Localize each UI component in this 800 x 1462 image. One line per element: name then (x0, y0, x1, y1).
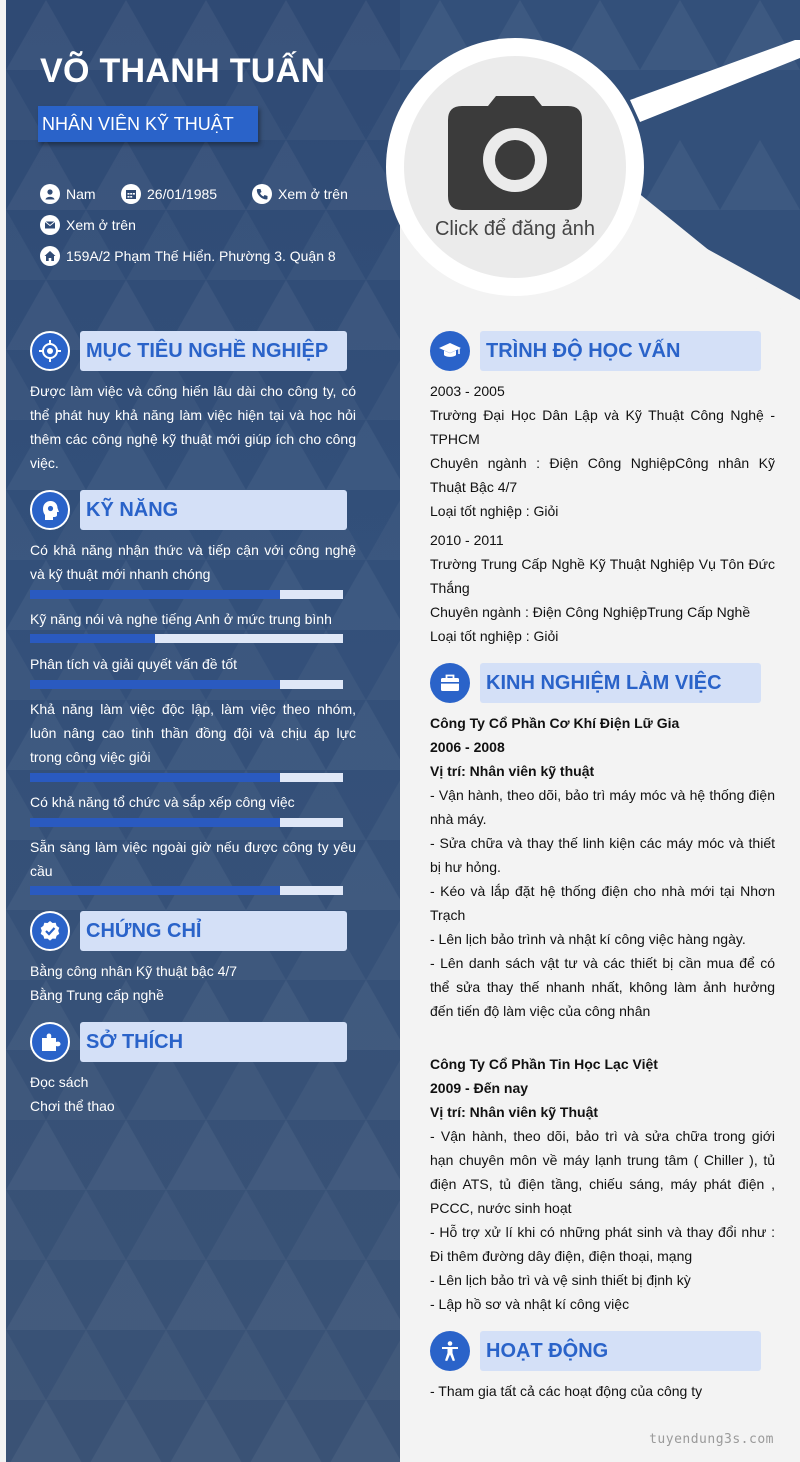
person-icon (430, 1331, 470, 1371)
email-icon (40, 215, 60, 235)
dob-info (121, 183, 217, 205)
hobby-item: Chơi thể thao (30, 1098, 115, 1114)
education-major: Chuyên ngành : Điện Công NghiệpCông nhân Kỹ Thuật Bậc 4/7 (430, 455, 775, 495)
activities-title: HOẠT ĐỘNG (486, 1340, 609, 1362)
certificate-item: Bằng công nhân Kỹ thuật bậc 4/7 (30, 963, 238, 979)
skill-level-fill (30, 773, 280, 782)
activities-header (430, 1331, 761, 1371)
candidate-name: VÕ THANH TUẤN (40, 52, 326, 90)
hobbies-title: SỞ THÍCH (86, 1031, 184, 1053)
badge-check-icon (30, 911, 70, 951)
gender-info (40, 183, 96, 205)
objective-header (30, 331, 347, 371)
skill-label: Sẵn sàng làm việc ngoài giờ nếu được công ty yêu cầu (30, 839, 356, 879)
skill-label: Khả năng làm việc độc lập, làm việc theo nhóm, luôn nâng cao tinh thần đồng đội và chịu áp lực trong công việc giỏi (30, 701, 356, 765)
skill-label: Có khả năng tổ chức và sắp xếp công việc (30, 794, 295, 810)
head-gear-icon (30, 490, 70, 530)
job-position: Vị trí: Nhân viên kỹ thuật (430, 763, 595, 779)
address-info (40, 245, 336, 267)
puzzle-icon (30, 1022, 70, 1062)
job-period: 2006 - 2008 (430, 739, 505, 755)
skill-level-bar (30, 818, 343, 827)
skill-level-fill (30, 590, 280, 599)
education-title: TRÌNH ĐỘ HỌC VẤN (486, 340, 681, 362)
watermark: tuyendung3s.com (649, 1432, 774, 1447)
graduation-cap-icon (430, 331, 470, 371)
certificates-title: CHỨNG CHỈ (86, 920, 202, 942)
camera-icon[interactable] (448, 96, 582, 210)
objective-title: MỤC TIÊU NGHỀ NGHIỆP (86, 340, 329, 362)
experience-header (430, 663, 761, 703)
email-info (40, 214, 136, 236)
skill-level-bar (30, 590, 343, 599)
job-company: Công Ty Cổ Phần Cơ Khí Điện Lữ Gia (430, 715, 680, 731)
job-duty: - Vận hành, theo dõi, bảo trì và sửa chữa trong giới hạn chuyên môn về máy lạnh trung tâm ( Chiller ), tủ điện ATS, tủ điện tầng, chiếu sáng, máy phát điện , PCCC, nước sinh hoạt (430, 1128, 775, 1216)
email-value: Xem ở trên (66, 217, 136, 233)
skill-level-fill (30, 818, 280, 827)
job-duty: - Sửa chữa và thay thế linh kiện các máy móc và thiết bị hư hỏng. (430, 835, 775, 875)
education-school: Trường Trung Cấp Nghề Kỹ Thuật Nghiệp Vụ Tôn Đức Thắng (430, 556, 775, 596)
skill-label: Phân tích và giải quyết vấn đề tốt (30, 656, 238, 672)
skills-title: KỸ NĂNG (86, 499, 179, 521)
skill-level-bar (30, 634, 343, 643)
hobby-item: Đọc sách (30, 1074, 89, 1090)
education-grade: Loại tốt nghiệp : Giỏi (430, 628, 559, 644)
home-icon (40, 246, 60, 266)
skill-level-fill (30, 886, 280, 895)
certificate-item: Bằng Trung cấp nghề (30, 987, 164, 1003)
objective-text: Được làm việc và cống hiến lâu dài cho công ty, có thể phát huy khả năng làm việc hiện tại và học hỏi thêm các công nghệ kỹ thuật mới giúp ích cho công việc. (30, 383, 356, 471)
phone-value: Xem ở trên (278, 186, 348, 202)
photo-upload-label[interactable]: Click để đăng ảnh (434, 218, 596, 240)
hobbies-header (30, 1022, 347, 1062)
job-duty: - Kéo và lắp đặt hệ thống điện cho nhà mới tại Nhơn Trạch (430, 883, 775, 923)
education-header (430, 331, 761, 371)
skill-level-bar (30, 773, 343, 782)
job-duty: - Lên lịch bảo trì và vệ sinh thiết bị định kỳ (430, 1272, 691, 1288)
job-duty: - Lên lịch bảo trình và nhật kí công việc hàng ngày. (430, 931, 746, 947)
education-major: Chuyên ngành : Điện Công NghiệpTrung Cấp Nghề (430, 604, 751, 620)
education-years: 2003 - 2005 (430, 383, 505, 399)
job-duty: - Lên danh sách vật tư và các thiết bị cần mua để có thể sửa thay thế nhanh nhất, không làm ảnh hưởng đến tiến độ làm việc của công nhân (430, 955, 775, 1019)
job-position: Vị trí: Nhân viên kỹ Thuật (430, 1104, 599, 1120)
skills-header (30, 490, 347, 530)
calendar-icon (121, 184, 141, 204)
job-duty: - Hỗ trợ xử lí khi có những phát sinh và thay đổi như : Đi thêm đường dây điện, điện thoại, mạng (430, 1224, 775, 1264)
skill-level-fill (30, 680, 280, 689)
skill-label: Có khả năng nhận thức và tiếp cận với công nghệ và kỹ thuật mới nhanh chóng (30, 542, 356, 582)
education-grade: Loại tốt nghiệp : Giỏi (430, 503, 559, 519)
skill-level-bar (30, 886, 343, 895)
gender-value: Nam (66, 186, 96, 202)
job-period: 2009 - Đến nay (430, 1080, 529, 1096)
phone-info (252, 183, 348, 205)
experience-title: KINH NGHIỆM LÀM VIỆC (486, 672, 722, 694)
skill-level-bar (30, 680, 343, 689)
certificates-header (30, 911, 347, 951)
dob-value: 26/01/1985 (147, 186, 218, 202)
education-school: Trường Đại Học Dân Lập và Kỹ Thuật Công Nghệ - TPHCM (430, 407, 775, 447)
skill-level-fill (30, 634, 155, 643)
user-icon (40, 184, 60, 204)
job-title: NHÂN VIÊN KỸ THUẬT (38, 106, 258, 142)
address-value: 159A/2 Phạm Thế Hiển. Phường 3. Quận 8 (66, 248, 336, 264)
job-duty: - Vận hành, theo dõi, bảo trì máy móc và hệ thống điện nhà máy. (430, 787, 775, 827)
education-years: 2010 - 2011 (430, 532, 504, 548)
job-duty: - Lập hồ sơ và nhật kí công việc (430, 1296, 630, 1312)
target-icon (30, 331, 70, 371)
skill-label: Kỹ năng nói và nghe tiếng Anh ở mức trung bình (30, 611, 332, 627)
activity-item: - Tham gia tất cả các hoạt động của công ty (430, 1383, 703, 1399)
briefcase-icon (430, 663, 470, 703)
phone-icon (252, 184, 272, 204)
job-company: Công Ty Cổ Phần Tin Học Lạc Việt (430, 1056, 658, 1072)
